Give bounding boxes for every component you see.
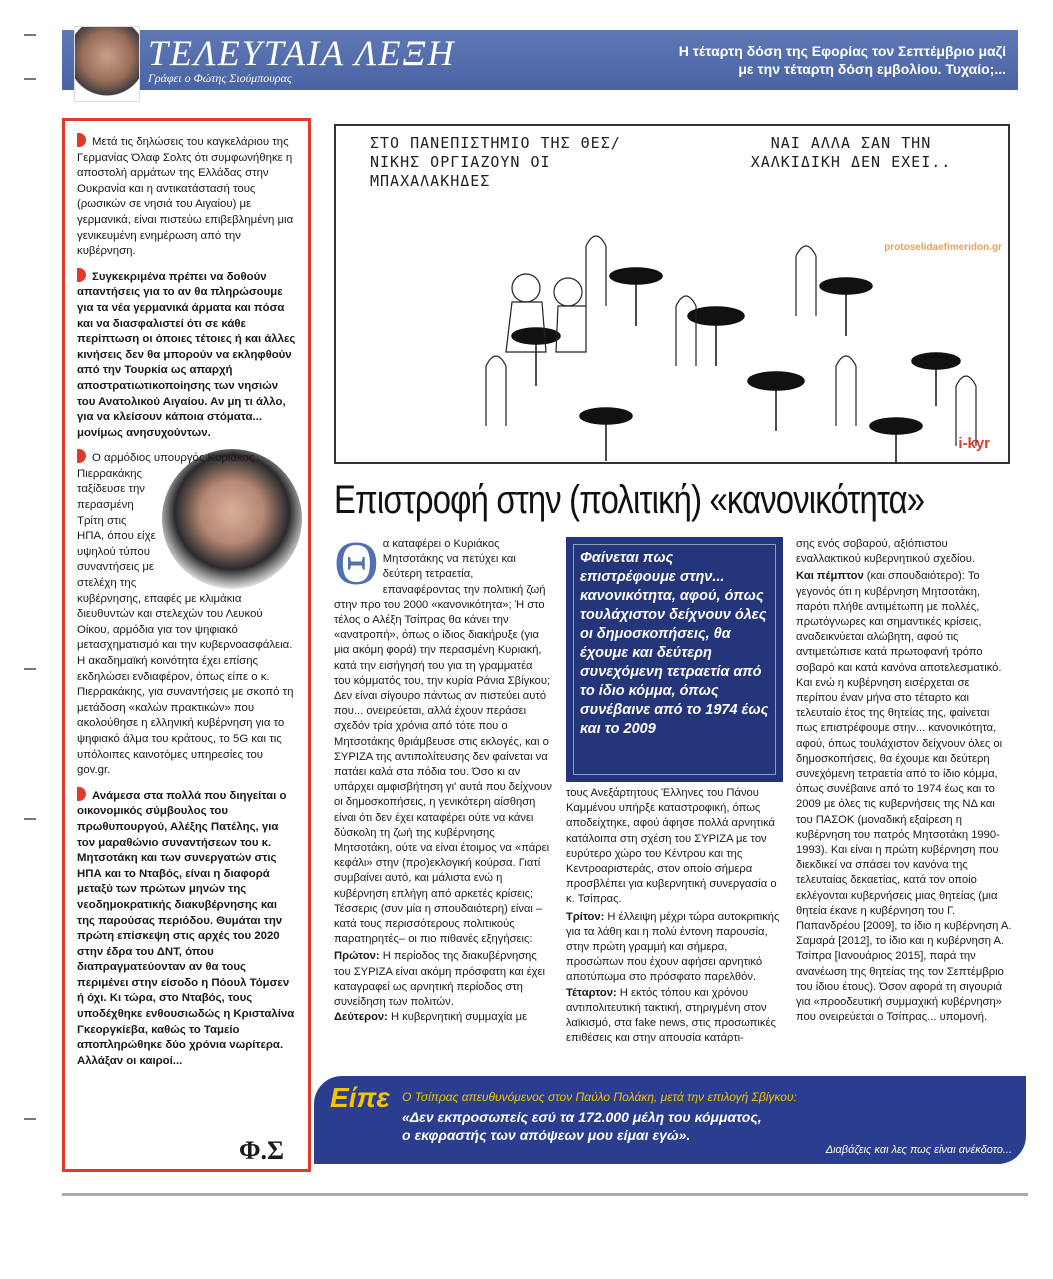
column-title: ΤΕΛΕΥΤΑΙΑ ΛΕΞΗ [148,33,456,73]
article-headline: Επιστροφή στην (πολιτική) «κανονικότητα» [334,478,925,522]
sidebar-item [77,449,298,778]
columnist-photo [74,26,140,102]
teaser-line: με την τέταρτη δόση εμβολίου. Τυχαίο;... [738,61,1006,77]
sidebar-item [77,787,298,1070]
cartoonist-signature: i-kyr [958,435,990,452]
cartoon-caption-left: ΣΤΟ ΠΑΝΕΠΙΣΤΗΜΙΟ ΤΗΣ ΘΕΣ/ΝΙΚΗΣ ΟΡΓΙΑΖΟΥΝ ΟΙ ΜΠΑΧΑΛΑΚΗΔΕΣ [370,134,621,190]
cartoon-caption-right: ΝΑΙ ΑΛΛΑ ΣΑΝ ΤΗΝ ΧΑΛΚΙΔΙΚΗ ΔΕΝ ΕΧΕΙ.. [750,134,952,171]
page-bottom-rule [62,1193,1028,1196]
paragraph-label: Πρώτον: [334,950,380,963]
sidebar-item [77,268,298,442]
bullet-icon [77,268,86,282]
paragraph-label: Τέταρτον: [566,986,617,999]
article-text: τους Ανεξάρτητους Έλληνες του Πάνου Καμμένου υπήρξε καταστροφική, όπως αποδείχτηκε, αφού άφησε πολλά αρνητικά κατάλοιπα στη σχέση του ΣΥΡΙΖΑ με τον ευρύτερο χώρο του Κέντρου και της Κεντροαριστεράς, στον οποίο σήμερα προσβλέπει για κυβερνητική συνεργασία ο κ. Τσίπρας. [566,787,777,906]
quote-box-eipe [314,1076,1026,1164]
article-text: Η εκτός τόπου και χρόνου αντιπολιτευτική τακτική, στηριγμένη στον λαϊκισμό, στα fake news, στις προσωπικές επιθέσεις και στην απουσία κατάρτι- [566,986,776,1045]
bullet-icon [77,449,86,463]
sidebar-text: Ο αρμόδιος υπουργός Κυριάκος Πιερρακάκης ταξίδευσε την περασμένη Τρίτη στις ΗΠΑ, όπου είχε υψηλού τύπου συναντήσεις με στελέχη της κυβέρνησης, επαφές με κλιμάκια διευθυντών και στελεχών του Λευκού Οίκου, αρμόδια για τον ψηφιακό μετασχηματισμό και την κυβερνοασφάλεια. Η ακαδημαϊκή κοινότητα έχει επίσης εκδηλώσει ενδιαφέρον, όπως είπε ο κ. Πιερρακάκης, για συναντήσεις με σκοπό τη μετάδοση «καλών πρακτικών» που ακολούθησε η ελληνική κυβέρνηση για το ψηφιακό άλμα του κράτους, το 5G και τις υπόλοιπες καινοτόμες υπηρεσίες του gov.gr. [77,452,294,777]
article-text: α καταφέρει ο Κυριάκος Μητσοτάκης να πετύχει και δεύτερη τετραετία, επαναφέροντας την πολιτική ζωή στην προ του 2000 «κανονικότητα»; Ή στο τέλος ο Αλέξη Τσίπρας θα κάνει την «ανατροπή», όπως ο ίδιος διακήρυξε (για μια ακόμη φορά) την περασμένη Κυριακή, κατά την εισήγησή του για τη γραμματέα του κόμματός του, την κυρία Ράνια Σβίγκου; Δεν είναι σίγουρο πάντως αν πιστεύει αυτό που... ονειρεύεται, αλλά έχουν περάσει σχεδόν τρία χρόνια από τότε που ο Μητσοτάκης θριάμβευσε στις εκλογές, και ο ΣΥΡΙΖΑ της αντιπολίτευσης δεν φαίνεται να πατάει καλά στα πόδια του. Όσο κι αν υπάρχει αμφισβήτηση γι' αυτά που δείχνουν οι δημοσκοπήσεις, η γενικότερη αίσθηση είναι ότι δεν έχει καταφέρει ούτε να κάνει δύσκολη τη ζωή της κυβέρνησης Μητσοτάκη, ούτε να είναι έτοιμος να «πάρει κεφάλι» στην (προ)εκλογική κούρσα. Γιατί συμβαίνει αυτό, και μάλιστα ενώ η κυβέρνηση επλήγη από αρκετές κρίσεις; Τέσσερις (συν μία η σπουδαιότερη) είναι –κατά τους περισσότερους πολιτικούς παρατηρητές– οι πιο πιθανές εξηγήσεις: [334,538,552,946]
cafe-tables-drawing [336,126,1010,464]
article-column-3 [796,537,1012,1026]
sidebar-notes [62,118,311,1172]
crop-mark [24,1118,36,1120]
eipe-footer: Διαβάζεις και λες πως είναι ανέκδοτο... [825,1144,1012,1156]
article-paragraph [796,569,1012,1025]
column-header [62,30,1018,90]
watermark: protoselidaefimeridon.gr [884,242,1002,253]
pull-quote: Φαίνεται πως επιστρέφουμε στην... κανονικότητα, αφού, όπως τουλάχιστον δείχνουν όλες οι δημοσκοπήσεις, θα έχουμε και δεύτερη συνεχόμενη τετραετία από το ίδιο κόμμα, όπως συνέβαινε από το 1974 έως και το 2009 [566,537,783,782]
quote-line: ο εκφραστής των απόψεων μου είμαι εγώ». [402,1127,691,1143]
article-column-1 [334,530,552,1026]
minister-portrait [162,449,302,589]
cartoon [334,124,1010,464]
sidebar-text: Συγκεκριμένα πρέπει να δοθούν απαντήσεις για το αν θα πληρώσουμε για τα νέα γερμανικά άρματα και πόσα και να διασφαλιστεί ότι σε κάθε περίπτωση οι όποιες τέτοιες ή και άλλες κινήσεις δεν θα μπορούν να εκληφθούν από την Τουρκία ως απαρχή αποστρατιωτικοποίησης των νησιών του Ανατολικού Αιγαίου. Αν μη τι άλλο, για να κλείσουν κάποια στόματα... μονίμως ανησυχούντων. [77,270,296,439]
sidebar-text: Μετά τις δηλώσεις του καγκελάριου της Γερμανίας Όλαφ Σολτς ότι συμφωνήθηκε η αποστολή αρμάτων της Ελλάδας στην Ουκρανία και η αντικατάστασή τους (ρωσικών σε νησιά του Αιγαίου) με γερμανικά, είναι πιστεύω επιβεβλημένη μια γενικευμένη ενημέρωση από την κυβέρνηση. [77,136,294,258]
article-paragraph [334,1010,552,1025]
sidebar-text: Ανάμεσα στα πολλά που διηγείται ο οικονομικός σύμβουλος του πρωθυπουργού, Αλέξης Πατέλης, για τον μαραθώνιο συναντήσεων του κ. Μητσοτάκη και των συνεργατών στις ΗΠΑ και το Νταβός, είναι η διαφορά μεταξύ των πρώτων μηνών της νεοδημοκρατικής διακυβέρνησης και της παρούσας περιόδου. Θυμάται την πρώτη επίσκεψη στις αρχές του 2020 στην έδρα του ΔΝΤ, όπου διαπραγματεύονταν αν θα τους περιμένει στην είσοδο η Πόουλ Τόμσεν ή όχι. Κι τώρα, στο Νταβός, τους υποδέχθηκε ενθουσιωδώς η Κρισταλίνα Γκεοργκίεβα, καθώς το Ταμείο αποπληρώθηκε δύο χρόνια νωρίτερα. Αλλάξαν οι καιροί... [77,789,295,1067]
bullet-icon [77,787,86,801]
drop-cap: Θ [334,530,379,598]
article-text: Η έλλειψη μέχρι τώρα αυτοκριτικής για τα λάθη και η πολύ έντονη παρουσία, στην πρώτη γραμμή και σήμερα, προσώπων που έχουν αφήσει αρνητικό αποτύπωμα στο πρόσφατο παρελθόν. [566,910,780,984]
quote-line: «Δεν εκπροσωπείς εσύ τα 172.000 μέλη του κόμματος, [402,1109,762,1125]
article-text: (και σπουδαιότερο): Το γεγονός ότι η κυβέρνηση Μητσοτάκη, παρότι πλήθε αντιμέτωπη με πολλές, πρωτόγνωρες και σημαντικές κρίσεις, αναδεικνύεται αλώβητη, αφού τις αντιμετώπισε κατά πρωτοφανή τρόπο σοβαρό και κατά κανόνα αποτελεσματικό. Και ενώ η κυβέρνηση εισέρχεται σε περίπου έναν μήνα στο τέταρτο και τελευταίο έτος της θητείας της, φαίνεται πως επιστρέφουμε στην... κανονικότητα, αφού, όπως τουλάχιστον δείχνουν όλες οι δημοσκοπήσεις, θα έχουμε και δεύτερη συνεχόμενη τετραετία από το ίδιο κόμμα, όπως συνέβαινε από το 1974 έως και το 2009 με όλες τις κυβερνήσεις της ΝΔ και του ΠΑΣΟΚ (μοναδική εξαίρεση η κυβέρνηση του πατρός Μητσοτάκη 1990-1993). Και είναι η πρώτη κυβέρνηση που διεκδικεί να σπάσει τον κανόνα της τελευταίας δεκαετίας, κατά τον οποίο εκλέγονται κυβερνήσεις μιας θητείας (μια θητεία έκανε η κυβέρνηση του Γ. Παπανδρέου [2009], το ίδιο η κυβέρνηση Α. Σαμαρά [2012], το ίδιο και η κυβέρνηση Α. Τσίπρα [Ιανουάριος 2015], παρά την ανανέωση της θητείας της τον Σεπτέμβριο του ίδιου έτους). Όσον αφορά τη σιγουριά για «προοδευτική συμμαχική κυβέρνηση» που ονειρεύεται ο Τσίπρας... υπομονή. [796,570,1012,1024]
article-text: Η κυβερνητική συμμαχία με [387,1011,528,1024]
crop-mark [24,668,36,670]
article-text: Η περίοδος της διακυβέρνησης του ΣΥΡΙΖΑ είναι ακόμη πρόσφατη και έχει καταγραφεί ως αρνητική περίοδος στη συνείδηση των πολιτών. [334,950,546,1009]
sidebar-item [77,133,298,260]
paragraph-label: Και πέμπτον [796,570,864,583]
header-teaser [586,42,1006,78]
sidebar-signature: Φ.Σ [238,1136,284,1166]
paragraph-label: Δεύτερον: [334,1011,388,1024]
article-column-2 [566,786,783,1046]
article-paragraph [566,986,783,1047]
article-paragraph [334,949,552,1010]
paragraph-label: Τρίτον: [566,910,605,923]
eipe-quote [402,1108,762,1144]
crop-mark [24,818,36,820]
teaser-line: Η τέταρτη δόση της Εφορίας τον Σεπτέμβριο μαζί [678,43,1006,59]
crop-mark [24,78,36,80]
article-text: σης ενός σοβαρού, αξιόπιστου εναλλακτικού κυβερνητικού σχεδίου. [796,538,975,566]
bullet-icon [77,133,86,147]
article-paragraph [566,910,783,986]
eipe-intro: Ο Τσίπρας απευθυνόμενος στον Παύλο Πολάκη, μετά την επιλογή Σβίγκου: [402,1090,797,1104]
eipe-label: Είπε [330,1082,390,1113]
crop-mark [24,34,36,36]
byline: Γράφει ο Φώτης Σιούμπουρας [148,71,292,85]
